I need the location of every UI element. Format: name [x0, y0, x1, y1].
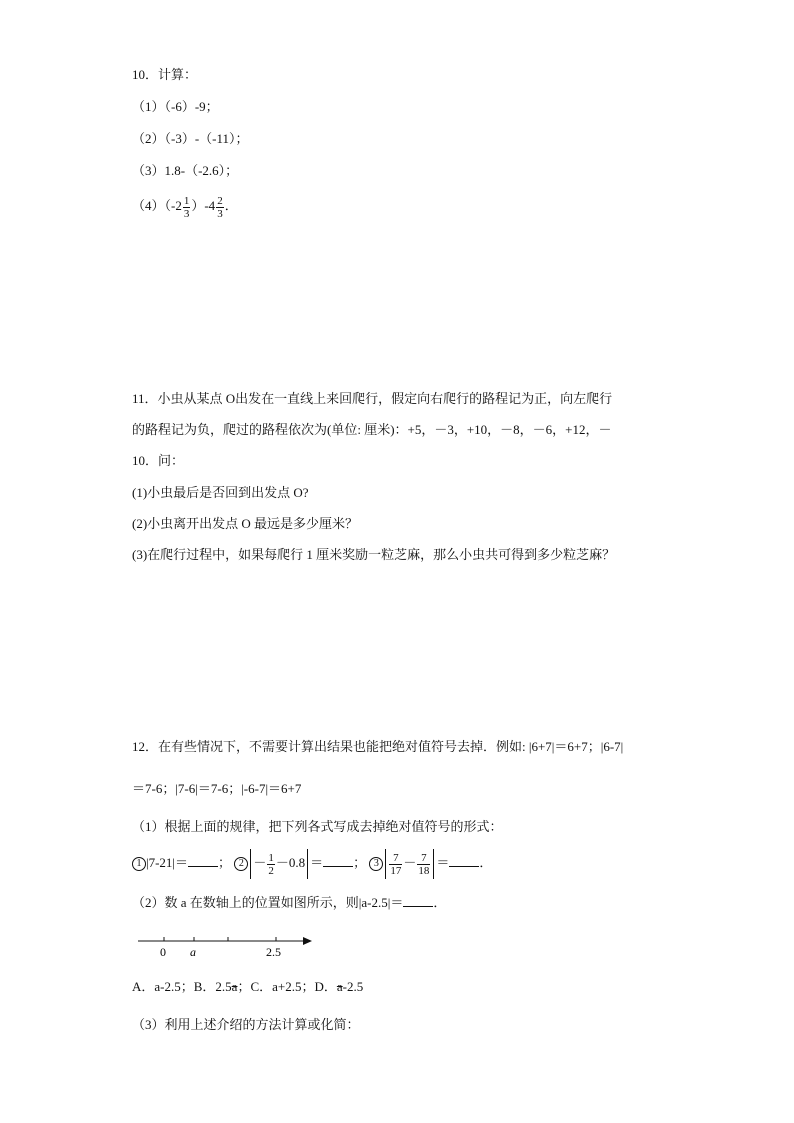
q12-part3: （3）利用上述介绍的方法计算或化简：	[132, 1017, 360, 1032]
abs-bar	[385, 849, 386, 879]
q10-title: 10．计算：	[132, 67, 198, 82]
q12-line2: ＝7-6；|7-6|＝7-6；|-6-7|＝6+7	[132, 781, 302, 796]
q10-part1: （1）（-6）-9；	[132, 99, 219, 114]
answer-blank	[449, 854, 479, 867]
q10-part4: （4）（-2 $\frac{1}{3}$ ）-4 $\frac{2}{3}$ ．	[132, 194, 238, 220]
circled-number: 2	[234, 857, 248, 871]
fraction: $\frac{1}{3}$	[183, 194, 190, 220]
tick-label-a: a	[190, 945, 196, 959]
fraction: $\frac{7}{17}$	[390, 851, 402, 877]
q11-sub2: (2)小虫离开出发点 O 最远是多少厘米？	[132, 516, 359, 531]
fraction: $\frac{2}{3}$	[217, 194, 223, 220]
q11-line1: 11．小虫从某点 O出发在一直线上来回爬行，假定向右爬行的路程记为正，向左爬行	[132, 391, 613, 406]
q10-part3: （3）1.8-（-2.6）；	[132, 163, 239, 178]
circled-number: 1	[132, 857, 146, 871]
q12-line1: 12．在有些情况下，不需要计算出结果也能把绝对值符号去掉．例如: |6+7|＝6+7；|6-7|	[132, 739, 624, 754]
q11-line2: 的路程记为负，爬过的路程依次为(单位: 厘米)：+5，－3，+10，－8，－6，+12，－	[132, 422, 612, 437]
answer-blank	[188, 854, 218, 867]
abs-bar	[433, 849, 434, 879]
q12-part2: （2）数 a 在数轴上的位置如图所示，则|a-2.5|＝ ．	[132, 895, 447, 910]
q10-part4-prefix: （4）（-2	[132, 198, 182, 213]
abs-bar	[307, 849, 308, 879]
q11-line3: 10．问：	[132, 453, 185, 468]
q12-part1-expressions: 1 |7-21|＝ ； 2 － $\frac{1}{2}$ －0.8 ＝ ； 3 $\frac{7}{17}$ － $\frac{7}{18}$ ＝ ．	[132, 846, 492, 880]
q12-part1: （1）根据上面的规律，把下列各式写成去掉绝对值符号的形式：	[132, 819, 503, 834]
answer-blank	[403, 894, 433, 907]
fraction: $\frac{7}{18}$	[418, 851, 430, 877]
tick-label-0: 0	[160, 945, 166, 959]
q11-sub1: (1)小虫最后是否回到出发点 O?	[132, 485, 309, 500]
tick-label-2-5: 2.5	[266, 945, 281, 959]
q12-options: A．a-2.5；B．2.5a；C．a+2.5；D．a-2.5	[132, 979, 364, 994]
q11-sub3: (3)在爬行过程中，如果每爬行 1 厘米奖励一粒芝麻，那么小虫共可得到多少粒芝麻？	[132, 547, 616, 562]
fraction: $\frac{1}{2}$	[268, 851, 274, 877]
number-line	[132, 928, 322, 960]
answer-blank	[323, 854, 353, 867]
abs-bar	[250, 849, 251, 879]
q10-part2: （2）（-3）-（-11）；	[132, 131, 249, 146]
circled-number: 3	[369, 857, 383, 871]
